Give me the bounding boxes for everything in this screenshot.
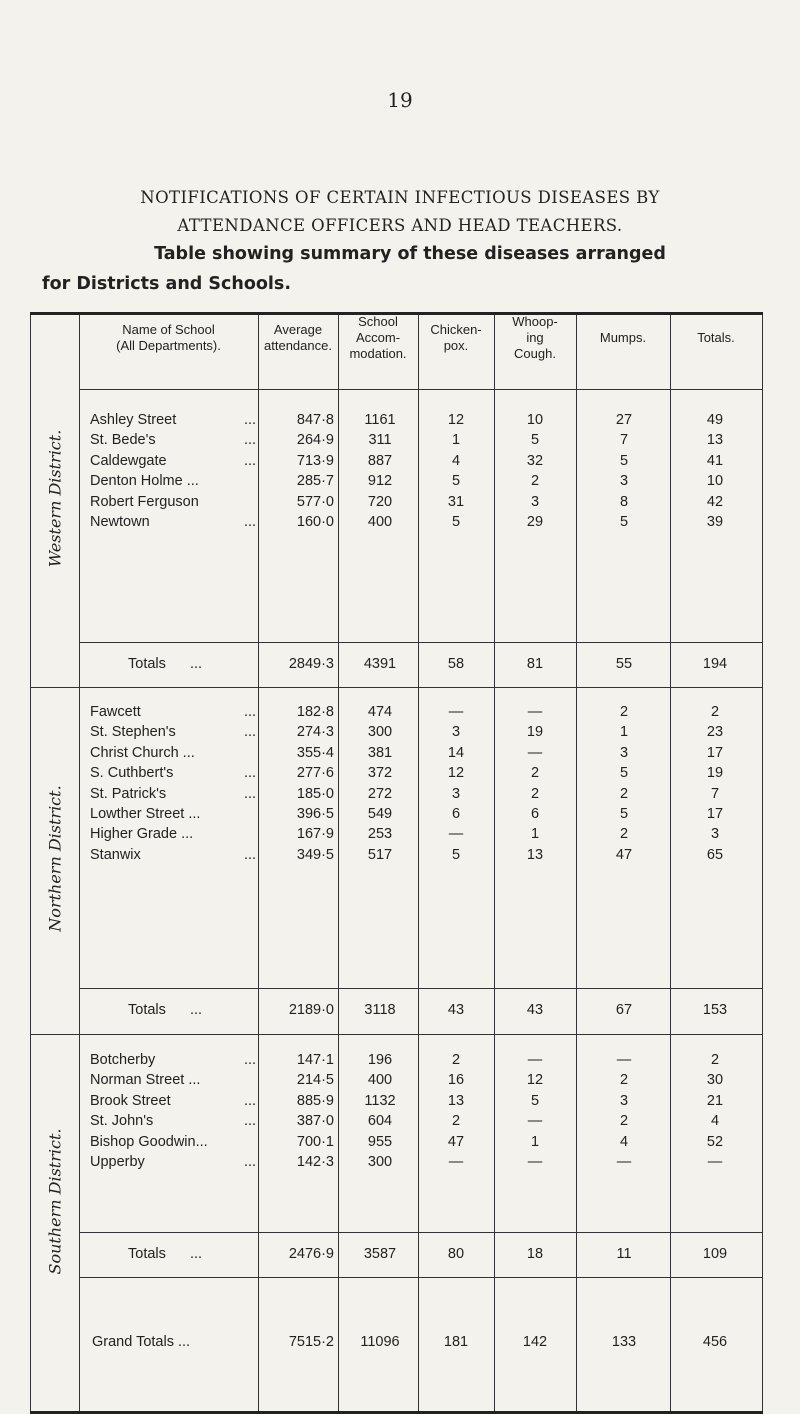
disease-summary-table <box>30 312 763 1414</box>
cell-total: 42 <box>706 494 724 510</box>
cell-total: 2 <box>710 704 720 720</box>
table-row <box>30 1113 763 1132</box>
table-row <box>30 473 763 492</box>
cell-attendance: 2849·3 <box>288 656 334 672</box>
table-row <box>30 847 763 866</box>
cell-mumps: 2 <box>619 1072 629 1088</box>
cell-mumps: 2 <box>619 826 629 842</box>
cell-whooping-cough: 142 <box>522 1334 548 1350</box>
cell-mumps: 5 <box>619 514 629 530</box>
cell-attendance: 160·0 <box>296 514 334 530</box>
cell-leader: ... <box>244 847 257 863</box>
header-accommodation <box>338 314 418 362</box>
cell-accommodation: 955 <box>367 1134 393 1150</box>
cell-attendance: 214·5 <box>296 1072 334 1088</box>
cell-total: 10 <box>706 473 724 489</box>
header-totals <box>670 330 762 346</box>
cell-accommodation: 300 <box>367 724 393 740</box>
cell-mumps: 5 <box>619 765 629 781</box>
cell-accommodation: 272 <box>367 786 393 802</box>
table-row <box>30 1134 763 1153</box>
cell-mumps: 3 <box>619 473 629 489</box>
cell-attendance: 7515·2 <box>288 1334 334 1350</box>
cell-leader: ... <box>244 1093 257 1109</box>
header-name <box>79 322 258 354</box>
cell-attendance: 2476·9 <box>288 1246 334 1262</box>
cell-accommodation: 400 <box>367 1072 393 1088</box>
table-caption-line-1: Table showing summary of these diseases arranged <box>154 244 666 264</box>
cell-accommodation: 11096 <box>360 1334 400 1350</box>
cell-attendance: 847·8 <box>296 412 334 428</box>
cell-mumps: 27 <box>615 412 633 428</box>
table-caption-line-2: for Districts and Schools. <box>42 274 291 294</box>
table-row <box>30 786 763 805</box>
rule <box>79 1232 763 1233</box>
header-line: modation. <box>349 346 407 361</box>
cell-whooping-cough: 6 <box>530 806 540 822</box>
cell-whooping-cough: — <box>527 745 543 761</box>
cell-school-name: Totals <box>128 1246 166 1262</box>
cell-leader: ... <box>190 1002 203 1018</box>
cell-chickenpox: — <box>448 826 464 842</box>
cell-attendance: 182·8 <box>296 704 334 720</box>
cell-mumps: 2 <box>619 1113 629 1129</box>
cell-leader: ... <box>244 1113 257 1129</box>
table-row <box>30 412 763 431</box>
table-row <box>30 1052 763 1071</box>
cell-total: 17 <box>706 745 724 761</box>
cell-leader: ... <box>244 432 257 448</box>
cell-mumps: 11 <box>616 1246 632 1262</box>
cell-school-name: Norman Street ... <box>90 1072 201 1088</box>
cell-mumps: 133 <box>611 1334 637 1350</box>
cell-school-name: Botcherby <box>90 1052 156 1068</box>
cell-chickenpox: 13 <box>447 1093 465 1109</box>
table-row <box>30 724 763 743</box>
cell-accommodation: 253 <box>367 826 393 842</box>
cell-chickenpox: 3 <box>451 724 461 740</box>
cell-total: 456 <box>702 1334 728 1350</box>
table-row <box>30 432 763 451</box>
cell-school-name: Fawcett <box>90 704 141 720</box>
cell-attendance: 147·1 <box>296 1052 334 1068</box>
cell-whooping-cough: 2 <box>530 765 540 781</box>
cell-whooping-cough: — <box>527 704 543 720</box>
cell-whooping-cough: — <box>527 1113 543 1129</box>
cell-total: 109 <box>702 1246 728 1262</box>
cell-accommodation: 887 <box>367 453 393 469</box>
header-line: Mumps. <box>599 330 647 345</box>
cell-whooping-cough: — <box>527 1052 543 1068</box>
cell-chickenpox: 58 <box>447 656 465 672</box>
table-row <box>30 1093 763 1112</box>
cell-whooping-cough: 2 <box>530 786 540 802</box>
cell-attendance: 285·7 <box>296 473 334 489</box>
cell-mumps: 4 <box>619 1134 629 1150</box>
cell-school-name: Stanwix <box>90 847 141 863</box>
totals-row <box>30 1246 763 1265</box>
cell-chickenpox: 1 <box>451 432 461 448</box>
cell-whooping-cough: — <box>527 1154 543 1170</box>
cell-school-name: Caldewgate <box>90 453 167 469</box>
header-chickenpox <box>418 322 494 354</box>
header-line: ing <box>526 330 544 345</box>
cell-attendance: 396·5 <box>296 806 334 822</box>
cell-school-name: Totals <box>128 1002 166 1018</box>
cell-mumps: 5 <box>619 806 629 822</box>
cell-accommodation: 300 <box>367 1154 393 1170</box>
cell-total: 39 <box>706 514 724 530</box>
cell-leader: ... <box>190 656 203 672</box>
cell-total: 194 <box>702 656 728 672</box>
district-label-western: Western District. <box>45 429 65 568</box>
cell-accommodation: 3587 <box>363 1246 397 1262</box>
header-attendance <box>258 322 338 354</box>
header-line: Name of School <box>122 322 215 337</box>
cell-mumps: 55 <box>615 656 633 672</box>
cell-school-name: Denton Holme ... <box>90 473 199 489</box>
cell-chickenpox: 43 <box>447 1002 465 1018</box>
cell-attendance: 355·4 <box>296 745 334 761</box>
cell-whooping-cough: 3 <box>530 494 540 510</box>
cell-total: 4 <box>710 1113 720 1129</box>
cell-leader: ... <box>244 724 257 740</box>
cell-school-name: Bishop Goodwin... <box>90 1134 208 1150</box>
cell-leader: ... <box>244 1052 257 1068</box>
cell-whooping-cough: 29 <box>526 514 544 530</box>
cell-attendance: 577·0 <box>296 494 334 510</box>
cell-accommodation: 3118 <box>364 1002 396 1018</box>
cell-total: 3 <box>710 826 720 842</box>
rule <box>79 1277 763 1278</box>
cell-chickenpox: — <box>448 1154 464 1170</box>
cell-school-name: St. Bede's <box>90 432 156 448</box>
table-row <box>30 1154 763 1173</box>
cell-total: 23 <box>706 724 724 740</box>
cell-chickenpox: 31 <box>447 494 465 510</box>
cell-total: 21 <box>706 1093 724 1109</box>
cell-total: 19 <box>706 765 724 781</box>
cell-accommodation: 720 <box>367 494 393 510</box>
table-row <box>30 826 763 845</box>
cell-chickenpox: 2 <box>451 1113 461 1129</box>
cell-chickenpox: 14 <box>447 745 465 761</box>
cell-whooping-cough: 12 <box>526 1072 544 1088</box>
rule <box>79 642 763 643</box>
document-title <box>50 184 750 240</box>
cell-mumps: 5 <box>619 453 629 469</box>
cell-accommodation: 381 <box>367 745 393 761</box>
cell-accommodation: 311 <box>368 432 392 448</box>
cell-leader: ... <box>244 704 257 720</box>
cell-chickenpox: 5 <box>451 473 461 489</box>
cell-whooping-cough: 18 <box>526 1246 544 1262</box>
cell-school-name: S. Cuthbert's <box>90 765 174 781</box>
cell-chickenpox: 4 <box>451 453 461 469</box>
cell-leader: ... <box>244 1154 257 1170</box>
cell-mumps: 67 <box>615 1002 633 1018</box>
cell-accommodation: 604 <box>367 1113 393 1129</box>
cell-total: 49 <box>706 412 724 428</box>
cell-accommodation: 196 <box>367 1052 393 1068</box>
cell-accommodation: 400 <box>367 514 393 530</box>
table-row <box>30 704 763 723</box>
cell-chickenpox: 12 <box>447 765 465 781</box>
cell-whooping-cough: 32 <box>526 453 544 469</box>
cell-mumps: 3 <box>619 745 629 761</box>
cell-attendance: 142·3 <box>296 1154 334 1170</box>
cell-mumps: 2 <box>619 704 629 720</box>
cell-chickenpox: 16 <box>447 1072 465 1088</box>
cell-accommodation: 474 <box>367 704 393 720</box>
header-line: Chicken- <box>430 322 482 337</box>
cell-attendance: 277·6 <box>296 765 334 781</box>
cell-accommodation: 517 <box>367 847 393 863</box>
header-line: pox. <box>443 338 469 353</box>
cell-total: — <box>707 1154 723 1170</box>
rule <box>30 1034 763 1035</box>
header-line: Average <box>273 322 323 337</box>
cell-attendance: 349·5 <box>296 847 334 863</box>
cell-whooping-cough: 5 <box>530 1093 540 1109</box>
totals-row <box>30 1002 763 1021</box>
cell-mumps: 8 <box>619 494 629 510</box>
cell-total: 30 <box>706 1072 724 1088</box>
cell-total: 153 <box>702 1002 728 1018</box>
cell-accommodation: 372 <box>367 765 393 781</box>
cell-whooping-cough: 43 <box>526 1002 544 1018</box>
cell-leader: ... <box>244 514 257 530</box>
cell-chickenpox: 3 <box>451 786 461 802</box>
cell-chickenpox: 6 <box>451 806 461 822</box>
cell-total: 52 <box>706 1134 724 1150</box>
district-label-southern: Southern District. <box>45 1128 65 1275</box>
cell-total: 2 <box>710 1052 720 1068</box>
cell-mumps: 2 <box>619 786 629 802</box>
cell-attendance: 2189·0 <box>288 1002 334 1018</box>
cell-mumps: 7 <box>619 432 629 448</box>
cell-mumps: 1 <box>619 724 629 740</box>
cell-chickenpox: 80 <box>447 1246 465 1262</box>
cell-leader: ... <box>244 765 257 781</box>
header-line: (All Departments). <box>116 338 221 353</box>
cell-whooping-cough: 1 <box>530 826 540 842</box>
cell-accommodation: 549 <box>367 806 393 822</box>
cell-mumps: — <box>616 1052 632 1068</box>
cell-chickenpox: 5 <box>451 847 461 863</box>
cell-total: 17 <box>706 806 724 822</box>
cell-attendance: 185·0 <box>296 786 334 802</box>
cell-whooping-cough: 10 <box>526 412 544 428</box>
cell-school-name: Totals <box>128 656 166 672</box>
cell-whooping-cough: 13 <box>526 847 544 863</box>
cell-school-name: Lowther Street ... <box>90 806 201 822</box>
table-row <box>30 1072 763 1091</box>
grand-totals-row <box>30 1334 763 1353</box>
cell-chickenpox: 2 <box>451 1052 461 1068</box>
cell-school-name: St. John's <box>90 1113 154 1129</box>
table-row <box>30 765 763 784</box>
cell-whooping-cough: 1 <box>530 1134 540 1150</box>
cell-chickenpox: 181 <box>443 1334 469 1350</box>
cell-attendance: 885·9 <box>296 1093 334 1109</box>
cell-accommodation: 912 <box>367 473 393 489</box>
cell-leader: ... <box>244 453 257 469</box>
cell-accommodation: 1161 <box>364 412 396 428</box>
cell-chickenpox: — <box>448 704 464 720</box>
cell-attendance: 713·9 <box>296 453 334 469</box>
header-whooping-cough <box>494 314 576 362</box>
cell-whooping-cough: 5 <box>530 432 540 448</box>
cell-mumps: 3 <box>619 1093 629 1109</box>
cell-leader: ... <box>190 1246 203 1262</box>
cell-accommodation: 4391 <box>363 656 397 672</box>
page-number: 19 <box>387 88 413 112</box>
table-row <box>30 453 763 472</box>
header-line: School <box>358 314 398 329</box>
cell-school-name: St. Stephen's <box>90 724 176 740</box>
cell-chickenpox: 47 <box>447 1134 465 1150</box>
header-line: Whoop- <box>512 314 558 329</box>
cell-total: 7 <box>710 786 720 802</box>
cell-whooping-cough: 2 <box>530 473 540 489</box>
cell-total: 41 <box>706 453 724 469</box>
totals-row <box>30 656 763 675</box>
cell-mumps: — <box>616 1154 632 1170</box>
cell-attendance: 700·1 <box>296 1134 334 1150</box>
header-line: Totals. <box>697 330 735 345</box>
header-line: Cough. <box>514 346 556 361</box>
table-row <box>30 514 763 533</box>
cell-attendance: 387·0 <box>296 1113 334 1129</box>
cell-leader: ... <box>244 786 257 802</box>
district-label-northern: Northern District. <box>45 785 65 932</box>
cell-school-name: Grand Totals ... <box>92 1334 191 1350</box>
cell-school-name: Upperby <box>90 1154 145 1170</box>
cell-total: 13 <box>706 432 724 448</box>
cell-total: 65 <box>706 847 724 863</box>
rule <box>79 988 763 989</box>
cell-whooping-cough: 81 <box>526 656 544 672</box>
header-line: Accom- <box>355 330 401 345</box>
cell-school-name: Christ Church ... <box>90 745 195 761</box>
cell-school-name: Robert Ferguson <box>90 494 199 510</box>
table-row <box>30 806 763 825</box>
cell-accommodation: 1132 <box>364 1093 396 1109</box>
cell-whooping-cough: 19 <box>526 724 544 740</box>
cell-attendance: 167·9 <box>296 826 334 842</box>
table-row <box>30 494 763 513</box>
rule <box>79 389 763 390</box>
cell-attendance: 264·9 <box>296 432 334 448</box>
rule <box>30 687 763 688</box>
cell-school-name: Brook Street <box>90 1093 171 1109</box>
cell-school-name: Higher Grade ... <box>90 826 194 842</box>
cell-school-name: St. Patrick's <box>90 786 167 802</box>
header-mumps <box>576 330 670 346</box>
cell-attendance: 274·3 <box>296 724 334 740</box>
cell-chickenpox: 12 <box>447 412 465 428</box>
cell-school-name: Newtown <box>90 514 150 530</box>
title-line-2: ATTENDANCE OFFICERS AND HEAD TEACHERS. <box>177 216 623 235</box>
cell-school-name: Ashley Street <box>90 412 177 428</box>
cell-leader: ... <box>244 412 257 428</box>
table-row <box>30 745 763 764</box>
cell-mumps: 47 <box>615 847 633 863</box>
header-line: attendance. <box>264 338 332 353</box>
title-line-1: NOTIFICATIONS OF CERTAIN INFECTIOUS DISEASES BY <box>140 188 660 207</box>
cell-chickenpox: 5 <box>451 514 461 530</box>
